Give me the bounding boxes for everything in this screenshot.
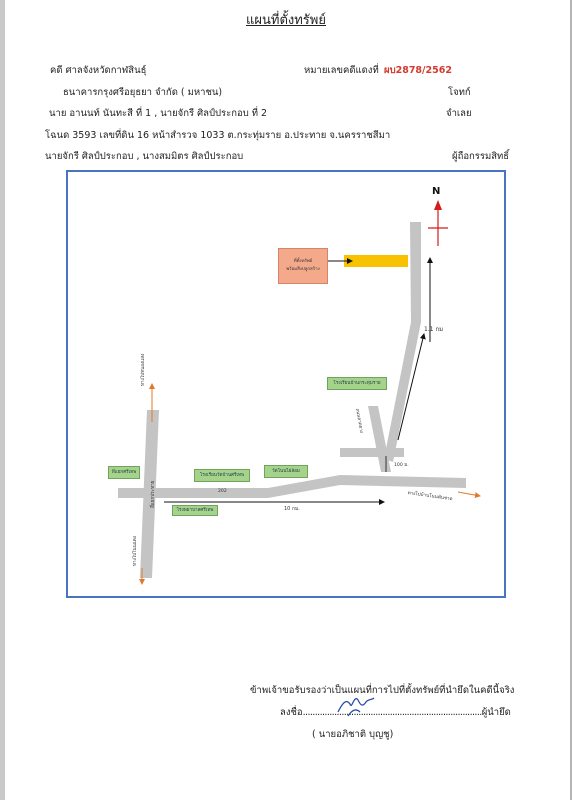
to-south-left-label: ทางไปโนนแดง	[133, 535, 138, 566]
court-name: คดี ศาลจังหวัดกาฬสินธุ์	[50, 65, 147, 76]
direction-arrow-east	[458, 492, 480, 496]
road-number-label: 202	[218, 489, 227, 494]
case-number-label: หมายเลขคดีแดงที่	[304, 65, 379, 76]
landmark-3: วัดโนนไผ่ล้อม	[264, 465, 308, 478]
north-label: N	[432, 186, 441, 197]
handwritten-signature	[336, 690, 376, 720]
defendant-names: นาย อานนท์ นันทะสี ที่ 1 , นายจักรี ศิลป์ประกอบ ที่ 2	[49, 108, 268, 119]
signature-line	[280, 705, 511, 720]
map-drawing	[68, 172, 504, 596]
owner-role: ผู้ถือกรรมสิทธิ์	[452, 151, 510, 162]
location-map	[66, 170, 506, 598]
landmark-4: โรงพยาบาลศรีเทพ	[172, 505, 218, 516]
to-north-left-label: ทางไปหนองแสง	[141, 353, 146, 386]
to-east-label: ทางไปบ้านโนนพันชาด	[407, 490, 453, 503]
defendant-role: จำเลย	[446, 108, 472, 119]
landmark-school-village: โรงเรียนบ้านกระทุ่มราย	[327, 377, 387, 390]
junction-label: สี่แยกประทาย	[151, 480, 156, 508]
side-road-label: ถนนลาดยาง	[354, 408, 364, 434]
property-label-subtitle: พร้อมสิ่งปลูกสร้าง	[286, 267, 320, 272]
plaintiff-name: ธนาคารกรุงศรีอยุธยา จำกัด ( มหาชน)	[63, 87, 223, 98]
owner-names: นายจักรี ศิลป์ประกอบ , นางสมมิตร ศิลป์ประกอบ	[45, 151, 244, 162]
land-deed-info: โฉนด 3593 เลขที่ดิน 16 หน้าสำรวจ 1033 ต.กระทุ่มราย อ.ประทาย จ.นครราชสีมา	[45, 130, 391, 141]
certification-statement: ข้าพเจ้าขอรับรองว่าเป็นแผนที่การไปที่ตั้งทรัพย์ที่นำยึดในคดีนี้จริง	[250, 685, 515, 696]
landmark-2: โรงเรียนวัดบ้านศรีเทพ	[194, 469, 250, 482]
case-number: ผบ2878/2562	[384, 65, 452, 76]
distance-junction-label: 100 ม.	[394, 463, 409, 468]
signature-prefix: ลงชื่อ	[280, 707, 303, 718]
landmark-1: ที่แยกศรีเทพ	[108, 466, 140, 479]
document-title: แผนที่ตั้งทรัพย์	[246, 13, 326, 28]
distance-north-label: 1.1 กม	[424, 326, 444, 333]
property-label-title: ที่ตั้งทรัพย์	[293, 259, 313, 264]
distance-road-label: 10 กม.	[284, 506, 300, 512]
plaintiff-role: โจทก์	[448, 87, 471, 98]
north-arrow-head	[434, 200, 442, 210]
side-road	[368, 406, 391, 472]
signature-dots: ..........................................................................	[302, 707, 482, 718]
property-plot	[344, 255, 408, 267]
page-left-edge	[0, 0, 5, 800]
junction-stub-road	[340, 448, 404, 457]
signer-name: ( นายอภิชาติ บุญชู)	[312, 729, 394, 740]
property-label-box	[278, 248, 328, 284]
signature-role: ผู้นำยึด	[481, 707, 511, 718]
